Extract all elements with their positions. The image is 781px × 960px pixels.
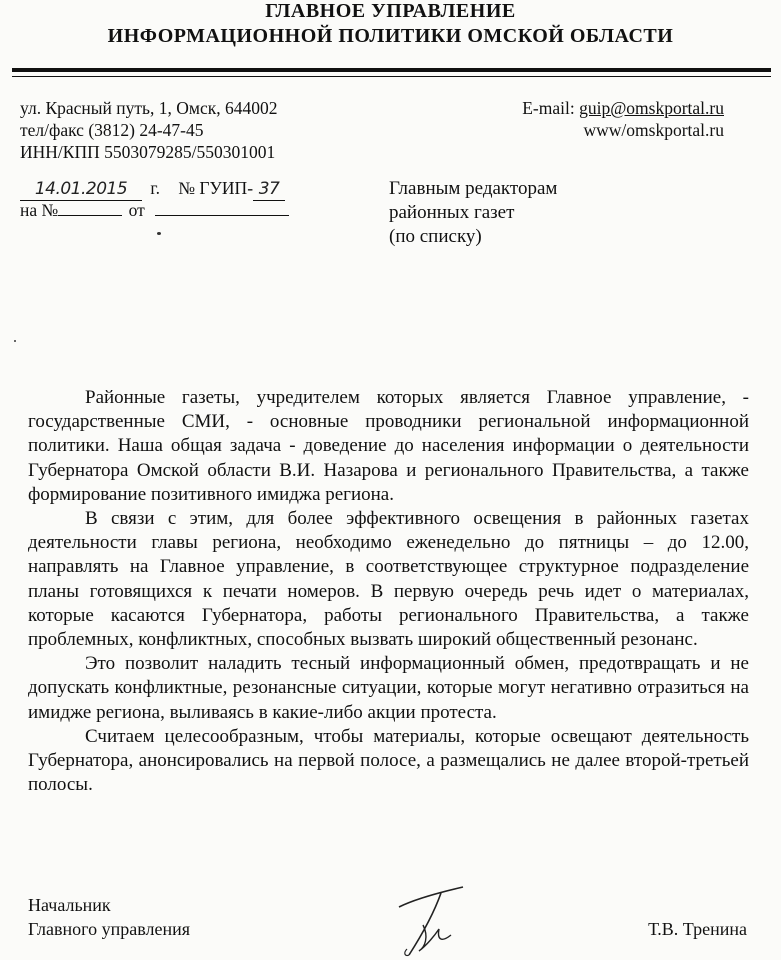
year-suffix: г. <box>150 178 160 198</box>
reply-number-blank <box>58 200 122 216</box>
org-name-line2: ИНФОРМАЦИОННОЙ ПОЛИТИКИ ОМСКОЙ ОБЛАСТИ <box>107 25 674 47</box>
reply-date-blank <box>155 200 289 216</box>
signatory-name: Т.В. Тренина <box>648 919 747 939</box>
sender-email-line <box>522 97 724 119</box>
signatory-title-line1: Начальник <box>28 895 111 915</box>
recipient-line3: (по списку) <box>389 226 482 247</box>
sender-address: ул. Красный путь, 1, Омск, 644002 <box>20 98 278 118</box>
reply-label: на № <box>20 200 59 220</box>
email-label: E-mail: <box>522 98 580 118</box>
header-rule-thin <box>12 76 771 77</box>
scan-speck <box>14 340 16 342</box>
paragraph-1: Районные газеты, учредителем которых является Главное управление, - государственные СМИ, - основные проводники региональной информационной политики. Наша общая задача - доведение до населения информации о деятельности Губернатора Омской области В.И. Назарова и регионального Правительства, а также формирование позитивного имиджа региона. <box>28 387 749 505</box>
sender-inn: ИНН/КПП 5503079285/550301001 <box>20 142 276 162</box>
paragraph-2: В связи с этим, для более эффективного освещения в районных газетах деятельности главы региона, необходимо еженедельно до пятницы – до 12.00, направлять на Главное управление, в соответствующее структурное подразделение планы готовящихся к печати номеров. В первую очередь речь идет о материалах, которые касаются Губернатора, работы регионального Правительства, а также проблемных, конфликтных, способных вызвать широкий общественный резонанс. <box>28 508 749 651</box>
reply-from: от <box>128 200 145 220</box>
handwritten-signature <box>395 885 470 960</box>
org-name-line1: ГЛАВНОЕ УПРАВЛЕНИЕ <box>265 0 516 22</box>
recipient-block <box>389 177 557 249</box>
header-rule-thick <box>12 68 771 72</box>
letter-body <box>28 386 749 797</box>
recipient-line1: Главным редакторам <box>389 178 558 199</box>
sender-phone: тел/факс (3812) 24-47-45 <box>20 120 204 140</box>
registration-date-line <box>20 177 285 201</box>
handwritten-date: 14.01.2015 <box>20 178 142 201</box>
recipient-line2: районных газет <box>389 202 515 223</box>
email-link[interactable]: guip@omskportal.ru <box>579 98 724 118</box>
sender-website: www/omskportal.ru <box>583 120 724 140</box>
signatory-title-line2: Главного управления <box>28 919 190 939</box>
paragraph-3: Это позволит наладить тесный информационный обмен, предотвращать и не допускать конфликтные, резонансные ситуации, которые могут негативно отразиться на имидже региона, выливаясь в какие-либо акции протеста. <box>28 653 749 723</box>
paragraph-4: Считаем целесообразным, чтобы материалы, которые освещают деятельность Губернатора, анонсировались на первой полосе, а размещались не далее второй-третьей полосы. <box>28 725 749 796</box>
handwritten-number: 37 <box>253 178 285 201</box>
reply-line <box>20 199 289 221</box>
scan-speck <box>157 232 161 235</box>
number-label: № ГУИП- <box>178 178 254 198</box>
